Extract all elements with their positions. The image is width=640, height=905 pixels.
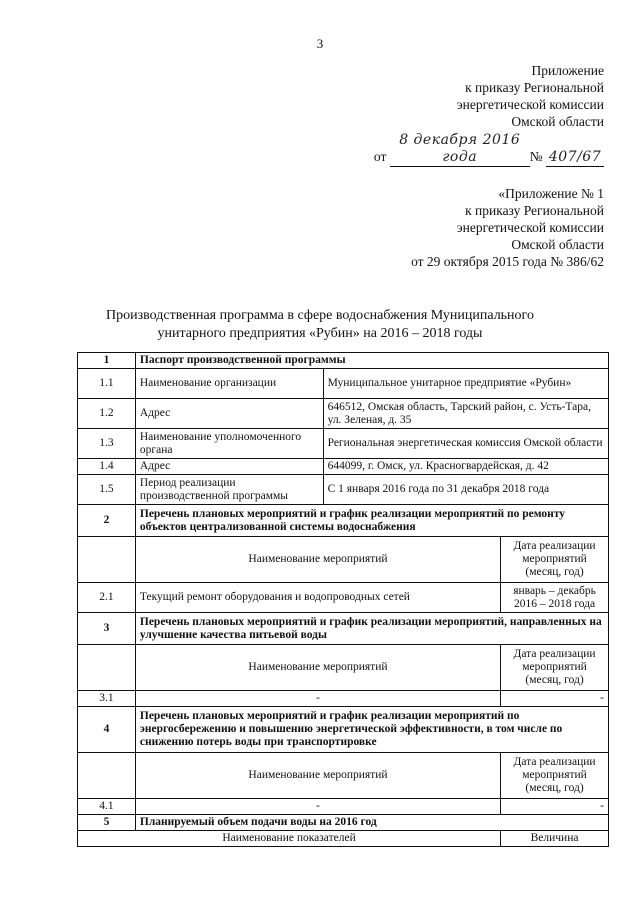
table-row bbox=[78, 691, 609, 707]
row-number: 2.1 bbox=[78, 583, 136, 613]
section-title: Перечень плановых мероприятий и график реализации мероприятий по энергосбережению и повышению энергетической эффективности, в том числе по снижению потерь воды при транспортировке bbox=[135, 707, 608, 753]
appendix-line: Приложение bbox=[531, 63, 604, 78]
appendix1-line: энергетической комиссии bbox=[456, 220, 604, 235]
row-number: 1.2 bbox=[78, 399, 136, 429]
row-number: 4.1 bbox=[78, 799, 136, 815]
number-label: № bbox=[529, 149, 543, 164]
table-row bbox=[78, 583, 609, 613]
table-row bbox=[78, 831, 609, 847]
row-label: Период реализации производственной программы bbox=[135, 475, 323, 505]
table-row bbox=[78, 613, 609, 645]
document-title bbox=[80, 307, 560, 343]
column-header-name: Наименование мероприятий bbox=[135, 753, 500, 799]
appendix1-line: к приказу Региональной bbox=[465, 203, 604, 218]
table-row bbox=[78, 707, 609, 753]
section-number: 3 bbox=[78, 613, 136, 645]
table-row bbox=[78, 815, 609, 831]
table-row bbox=[78, 537, 609, 583]
row-label: Адрес bbox=[135, 459, 323, 475]
empty-cell bbox=[78, 753, 136, 799]
handwritten-date: 8 декабря 2016 года bbox=[390, 132, 530, 167]
section-title: Перечень плановых мероприятий и график реализации мероприятий по ремонту объектов централизованной системы водоснабжения bbox=[135, 505, 608, 537]
row-value: 646512, Омская область, Тарский район, с. Усть-Тара, ул. Зеленая, д. 35 bbox=[323, 399, 608, 429]
table-row bbox=[78, 753, 609, 799]
row-number: 1.1 bbox=[78, 369, 136, 399]
table-row bbox=[78, 429, 609, 459]
column-header-indicator: Наименование показателей bbox=[78, 831, 501, 847]
table-row bbox=[78, 369, 609, 399]
appendix-header bbox=[374, 62, 604, 167]
section-number: 1 bbox=[78, 353, 136, 369]
section-title: Планируемый объем подачи воды на 2016 год bbox=[135, 815, 608, 831]
empty-cell bbox=[78, 537, 136, 583]
column-header-date: Дата реализации мероприятий (месяц, год) bbox=[501, 753, 609, 799]
column-header-name: Наименование мероприятий bbox=[135, 537, 500, 583]
column-header-name: Наименование мероприятий bbox=[135, 645, 500, 691]
row-label: Адрес bbox=[135, 399, 323, 429]
appendix1-line: от 29 октября 2015 года № 386/62 bbox=[411, 254, 604, 269]
table-row bbox=[78, 475, 609, 505]
column-header-value: Величина bbox=[501, 831, 609, 847]
activity-date: январь – декабрь 2016 – 2018 года bbox=[501, 583, 609, 613]
appendix-signature-line bbox=[374, 132, 604, 167]
production-program-table bbox=[77, 352, 609, 847]
table-row bbox=[78, 505, 609, 537]
table-row bbox=[78, 645, 609, 691]
table-row bbox=[78, 353, 609, 369]
table-row bbox=[78, 799, 609, 815]
appendix-line: Омской области bbox=[511, 114, 604, 129]
row-value: Муниципальное унитарное предприятие «Рубин» bbox=[323, 369, 608, 399]
appendix1-line: «Приложение № 1 bbox=[498, 186, 604, 201]
appendix1-header bbox=[411, 185, 604, 270]
title-line: унитарного предприятия «Рубин» на 2016 – 2018 годы bbox=[157, 326, 483, 341]
appendix1-line: Омской области bbox=[511, 237, 604, 252]
section-title: Паспорт производственной программы bbox=[135, 353, 608, 369]
from-label: от bbox=[373, 149, 387, 164]
appendix-line: к приказу Региональной bbox=[465, 80, 604, 95]
row-label: Наименование уполномоченного органа bbox=[135, 429, 323, 459]
activity-name: Текущий ремонт оборудования и водопроводных сетей bbox=[135, 583, 500, 613]
activity-name: - bbox=[135, 799, 500, 815]
table-row bbox=[78, 459, 609, 475]
activity-name: - bbox=[135, 691, 500, 707]
section-title: Перечень плановых мероприятий и график реализации мероприятий, направленных на улучшение качества питьевой воды bbox=[135, 613, 608, 645]
row-value: Региональная энергетическая комиссия Омской области bbox=[323, 429, 608, 459]
title-line: Производственная программа в сфере водоснабжения Муниципального bbox=[106, 308, 534, 323]
column-header-date: Дата реализации мероприятий (месяц, год) bbox=[501, 645, 609, 691]
row-number: 1.5 bbox=[78, 475, 136, 505]
page-number: 3 bbox=[316, 36, 324, 51]
table-row bbox=[78, 399, 609, 429]
section-number: 2 bbox=[78, 505, 136, 537]
section-number: 5 bbox=[78, 815, 136, 831]
section-number: 4 bbox=[78, 707, 136, 753]
row-number: 3.1 bbox=[78, 691, 136, 707]
row-value: 644099, г. Омск, ул. Красногвардейская, д. 42 bbox=[323, 459, 608, 475]
row-value: С 1 января 2016 года по 31 декабря 2018 года bbox=[323, 475, 608, 505]
row-number: 1.3 bbox=[78, 429, 136, 459]
row-number: 1.4 bbox=[78, 459, 136, 475]
row-label: Наименование организации bbox=[135, 369, 323, 399]
appendix-line: энергетической комиссии bbox=[456, 97, 604, 112]
activity-date: - bbox=[501, 799, 609, 815]
empty-cell bbox=[78, 645, 136, 691]
column-header-date: Дата реализации мероприятий (месяц, год) bbox=[501, 537, 609, 583]
handwritten-number: 407/67 bbox=[546, 149, 604, 167]
activity-date: - bbox=[501, 691, 609, 707]
